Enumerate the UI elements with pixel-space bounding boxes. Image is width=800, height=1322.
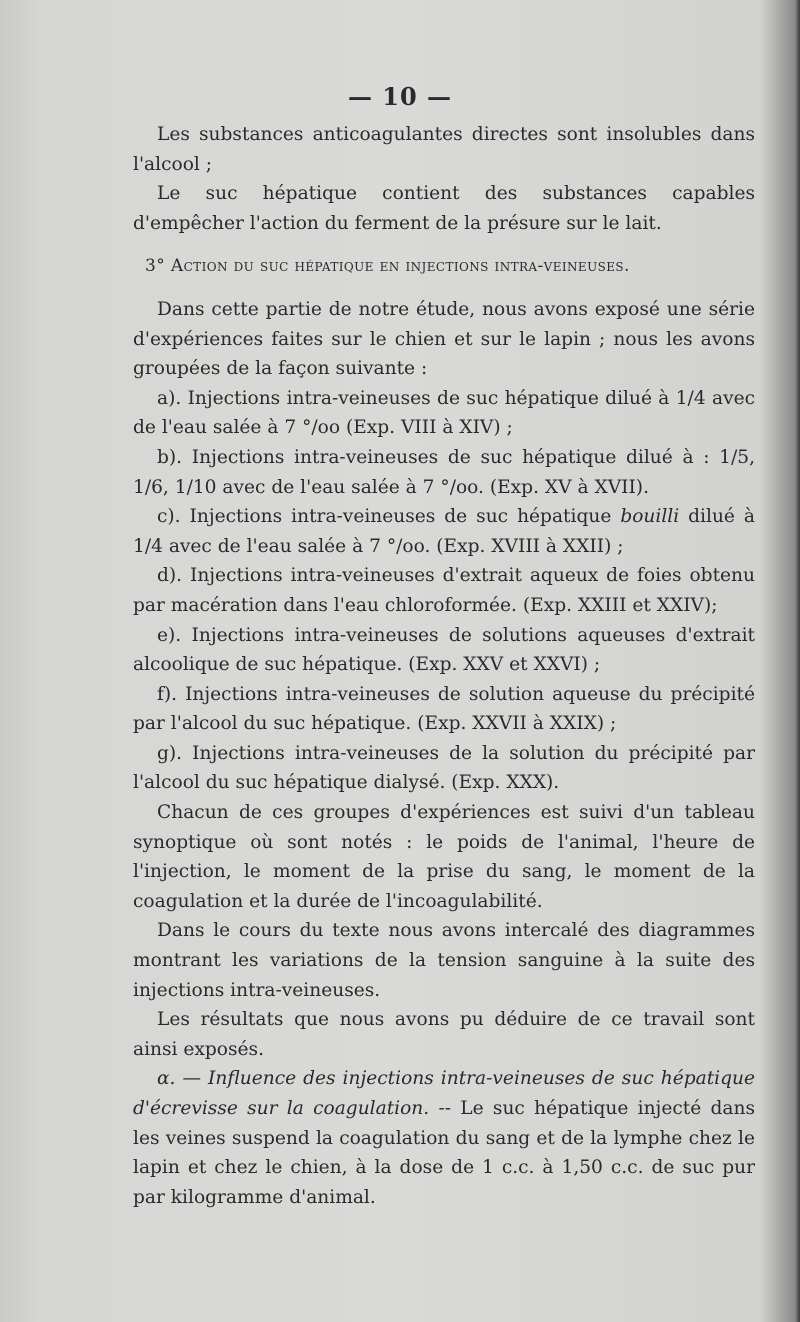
section-heading: 3° Action du suc hépatique en injections intra-veineuses. xyxy=(145,256,630,277)
list-item: d). Injections intra-veineuses d'extrait aqueux de foies obtenu par macération dans l'eau chloroformée. (Exp. XXIII et XXIV); xyxy=(133,565,755,616)
paragraph: Les substances anticoagulantes directes sont insolubles dans l'alcool ; xyxy=(133,124,755,175)
list-item: g). Injections intra-veineuses de la solution du précipité par l'alcool du suc hépatique dialysé. (Exp. XXX). xyxy=(133,742,755,794)
subsection-body: -- Le suc hépatique injecté dans les veines suspend la coagulation du sang et de la lymphe chez le lapin et chez le chien, à la dose de 1 c.c. à 1,50 c.c. de suc pur par kilogramme d'animal. xyxy=(133,1098,755,1208)
paragraph: Dans le cours du texte nous avons intercalé des diagrammes montrant les variations de la tension sanguine à la suite des injections intra-veineuses. xyxy=(133,920,755,1001)
paragraph: Les résultats que nous avons pu déduire de ce travail sont ainsi exposés. xyxy=(133,1009,755,1060)
list-item: f). Injections intra-veineuses de solution aqueuse du précipité par l'alcool du suc hépatique. (Exp. XXVII à XXIX) ; xyxy=(133,683,755,735)
list-item: b). Injections intra-veineuses de suc hépatique dilué à : 1/5, 1/6, 1/10 avec de l'eau salée à 7 °/oo. (Exp. XV à XVII). xyxy=(133,446,755,498)
subsection-title: α. — Influence des injections intra-veineuses de suc hépatique d'écrevisse sur la coagulation. xyxy=(133,1068,755,1119)
page-number: — 10 — xyxy=(347,82,453,111)
paragraph: Le suc hépatique contient des substances capables d'empêcher l'action du ferment de la présure sur le lait. xyxy=(133,183,755,234)
paragraph: Dans cette partie de notre étude, nous avons exposé une série d'expériences faites sur le chien et sur le lapin ; nous les avons groupées de la façon suivante : xyxy=(133,298,755,380)
list-item: e). Injections intra-veineuses de solutions aqueuses d'extrait alcoolique de suc hépatique. (Exp. XXV et XXVI) ; xyxy=(133,624,755,676)
paragraph xyxy=(133,1064,755,1212)
item-c-emphasis: bouilli xyxy=(620,506,680,528)
item-c-text: dilué à 1/4 avec de l'eau salée à 7 °/oo. (Exp. XVIII à XXII) ; xyxy=(133,506,755,557)
item-c-text: c). Injections intra-veineuses de suc hépatique xyxy=(157,506,621,528)
list-item: a). Injections intra-veineuses de suc hépatique dilué à 1/4 avec de l'eau salée à 7 °/oo (Exp. VIII à XIV) ; xyxy=(133,387,755,439)
list-item xyxy=(133,502,755,561)
paragraph: Chacun de ces groupes d'expériences est suivi d'un tableau synoptique où sont notés : le poids de l'animal, l'heure de l'injection, le moment de la prise du sang, le moment de la coagulation et la durée de l'incoagulabilité. xyxy=(133,802,755,912)
body-text xyxy=(133,120,755,1212)
